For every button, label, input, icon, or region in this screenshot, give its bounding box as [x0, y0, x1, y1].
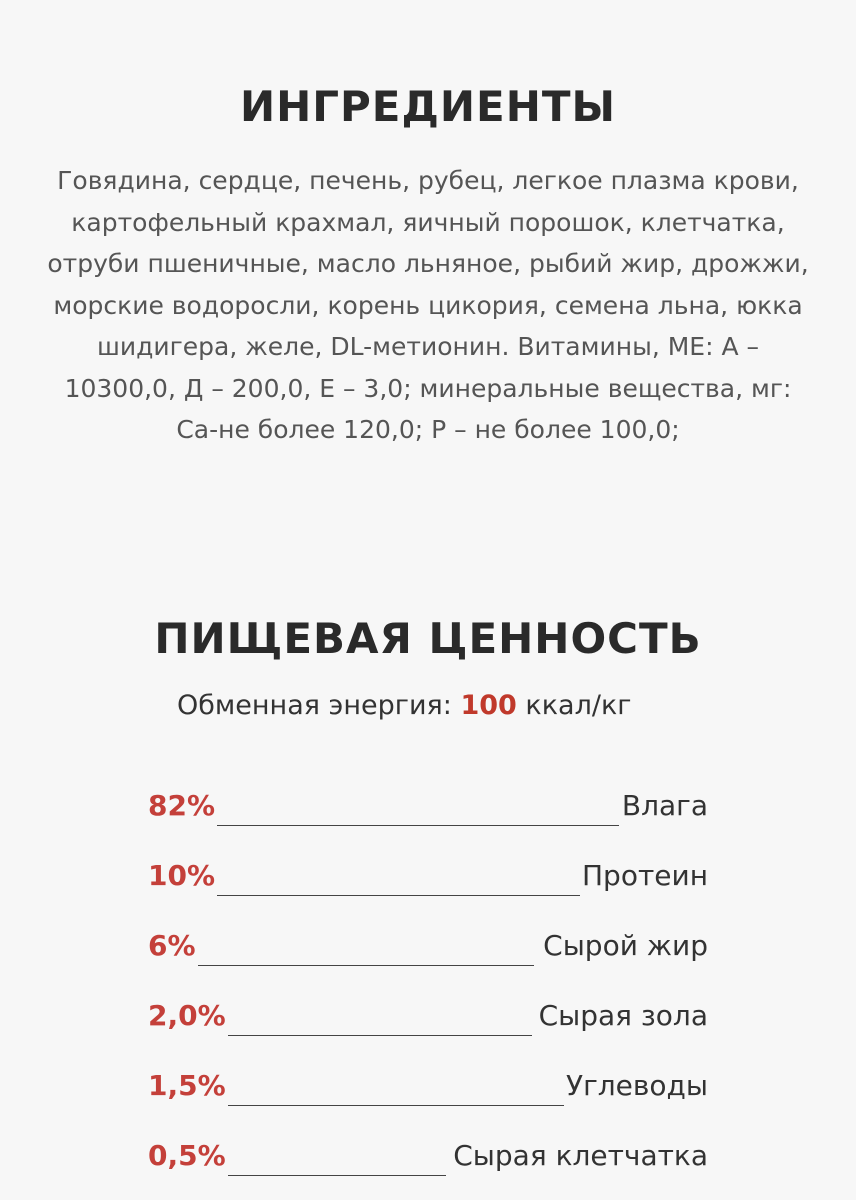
- nutrition-row: [148, 896, 708, 966]
- energy-value: 100: [460, 690, 517, 721]
- ingredients-line: картофельный крахмал, яичный порошок, клетчатка,: [71, 207, 785, 237]
- ingredients-line: морские водоросли, корень цикория, семена льна, юкка: [53, 290, 803, 320]
- energy-label: Обменная энергия:: [177, 690, 452, 721]
- nutrition-title: ПИЩЕВАЯ ЦЕННОСТЬ: [154, 614, 702, 664]
- ingredients-title: ИНГРЕДИЕНТЫ: [239, 82, 617, 132]
- nutrition-percent: 2,0%: [148, 999, 226, 1032]
- nutrition-name: Влага: [621, 789, 708, 822]
- nutrition-name: Сырой жир: [543, 929, 708, 962]
- nutrition-row: [148, 966, 708, 1036]
- leader-line: [228, 1071, 564, 1106]
- nutrition-percent: 6%: [148, 929, 196, 962]
- nutrition-table: [148, 756, 708, 1176]
- ingredients-line: 10300,0, Д – 200,0, Е – 3,0; минеральные вещества, мг:: [64, 373, 792, 403]
- nutrition-name: Сырая клетчатка: [453, 1139, 708, 1172]
- nutrition-row: [148, 826, 708, 896]
- ingredients-text: [40, 160, 816, 451]
- leader-line: [217, 791, 619, 826]
- ingredients-line: шидигера, желе, DL-метионин. Витамины, МЕ: А –: [97, 332, 759, 361]
- ingredients-line: Са-не более 120,0; Р – не более 100,0;: [176, 415, 680, 444]
- leader-line: [228, 1001, 532, 1036]
- nutrition-name: Углеводы: [566, 1069, 708, 1102]
- leader-line: [198, 931, 534, 966]
- nutrition-row: [148, 1106, 708, 1176]
- leader-line: [228, 1141, 446, 1176]
- nutrition-name: Сырая зола: [538, 999, 708, 1032]
- nutrition-percent: 1,5%: [148, 1069, 226, 1102]
- energy-unit: ккал/кг: [525, 690, 632, 721]
- nutrition-percent: 10%: [148, 859, 216, 892]
- ingredients-line: Говядина, сердце, печень, рубец, легкое плазма крови,: [57, 166, 799, 195]
- nutrition-percent: 82%: [148, 789, 216, 822]
- energy-line: [177, 690, 631, 721]
- ingredients-line: отруби пшеничные, масло льняное, рыбий жир, дрожжи,: [47, 249, 809, 278]
- nutrition-row: [148, 1036, 708, 1106]
- leader-line: [217, 861, 580, 896]
- nutrition-row: [148, 756, 708, 826]
- nutrition-name: Протеин: [582, 859, 708, 892]
- nutrition-percent: 0,5%: [148, 1139, 226, 1172]
